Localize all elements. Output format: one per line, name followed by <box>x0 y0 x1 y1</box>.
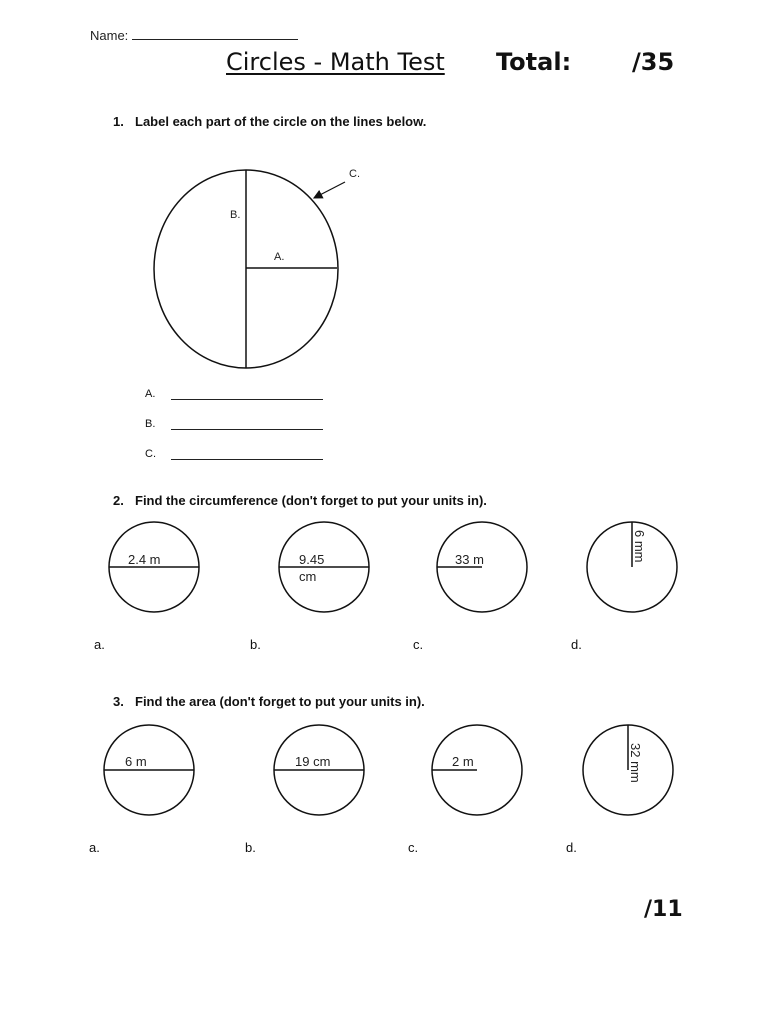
q3-circle-c <box>432 725 522 815</box>
q1-label-b: B. <box>230 209 241 221</box>
q1-answer-line-c[interactable] <box>171 459 323 460</box>
q1-answer-line-b[interactable] <box>171 429 323 430</box>
q3-circle-a <box>104 725 194 815</box>
q2-measure-a: 2.4 m <box>128 552 161 567</box>
q1-answer-line-a[interactable] <box>171 399 323 400</box>
q2-measure-b: 9.45 <box>299 552 325 567</box>
q3-answer-d[interactable] <box>566 840 577 855</box>
question-1-number: 1. <box>113 114 124 129</box>
q2-circle-a <box>109 522 199 612</box>
q1-circle-diagram <box>154 168 360 368</box>
q3-answer-c[interactable] <box>408 840 418 855</box>
q3-answer-label-a: a. <box>89 840 100 855</box>
total-score: /35 <box>632 48 675 76</box>
q3-measure-d: 32 mm <box>628 743 643 783</box>
q3-answer-b[interactable] <box>245 840 256 855</box>
q3-answer-a[interactable] <box>89 840 100 855</box>
q2-answer-b[interactable] <box>250 637 261 652</box>
q2-answer-c[interactable] <box>413 637 423 652</box>
q2-circle-d <box>587 522 677 612</box>
q3-measure-b: 19 cm <box>295 754 331 769</box>
name-label: Name: <box>90 28 129 43</box>
question-2-text: Find the circumference (don't forget to put your units in). <box>135 493 487 508</box>
q2-answer-label-b: b. <box>250 637 261 652</box>
q3-answer-label-c: c. <box>408 840 419 855</box>
page-title: Circles - Math Test <box>226 48 445 76</box>
question-3-text: Find the area (don't forget to put your units in). <box>135 694 425 709</box>
q2-measure-d: 6 mm <box>632 530 647 563</box>
q2-answer-a[interactable] <box>94 637 105 652</box>
question-2-number: 2. <box>113 493 124 508</box>
q1-arrow <box>314 182 345 198</box>
q3-measure-c: 2 m <box>452 754 474 769</box>
q2-measure-c: 33 m <box>455 552 484 567</box>
q3-circle-d <box>583 725 673 815</box>
q1-answer-label-b: B. <box>145 418 156 430</box>
q1-answer-label-a: A. <box>145 388 156 400</box>
q2-answer-label-c: c. <box>413 637 424 652</box>
q3-measure-a: 6 m <box>125 754 147 769</box>
question-3-number: 3. <box>113 694 124 709</box>
q2-answer-label-d: d. <box>571 637 582 652</box>
q1-label-a: A. <box>274 251 285 263</box>
q1-label-c: C. <box>349 168 360 180</box>
question-1-text: Label each part of the circle on the lines below. <box>135 114 427 129</box>
q3-answer-label-b: b. <box>245 840 256 855</box>
q2-answer-label-a: a. <box>94 637 105 652</box>
q3-circle-b <box>274 725 364 815</box>
q2-measure-b-unit: cm <box>299 569 317 584</box>
q2-circle-b <box>279 522 369 612</box>
total-label: Total: <box>496 48 572 76</box>
section-score: /11 <box>644 897 683 922</box>
q1-answer-label-c: C. <box>145 448 156 460</box>
q3-answer-label-d: d. <box>566 840 577 855</box>
q2-circle-c <box>437 522 527 612</box>
q2-answer-d[interactable] <box>571 637 582 652</box>
